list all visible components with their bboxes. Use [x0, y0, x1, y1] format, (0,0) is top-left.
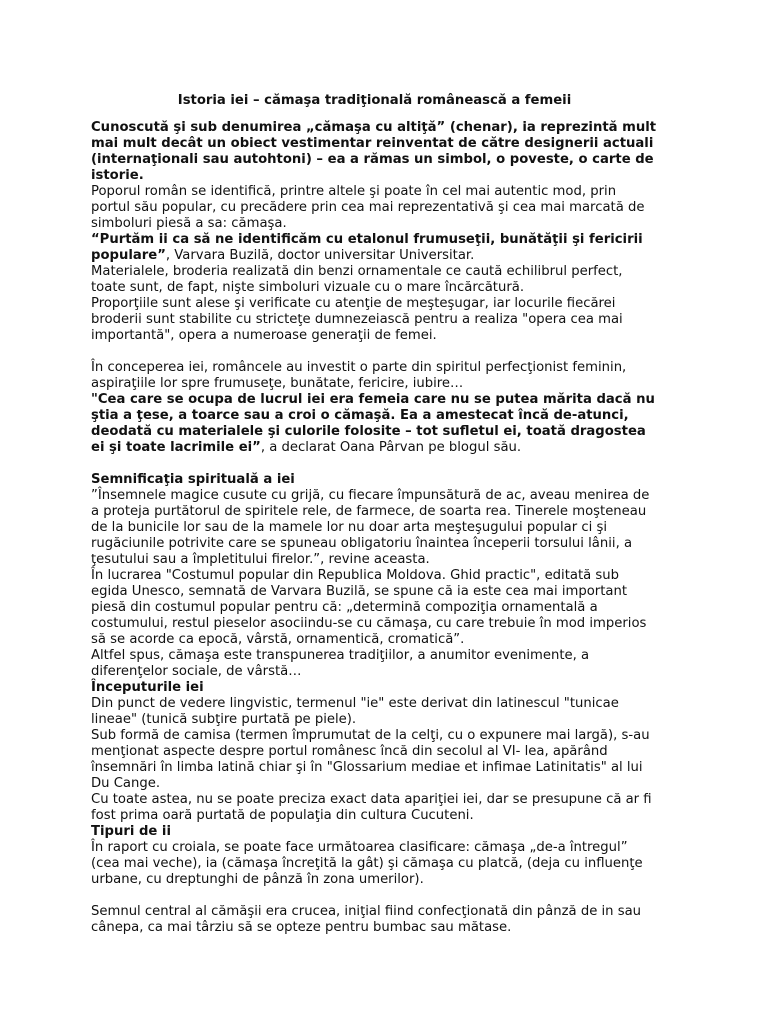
section-heading: Tipuri de ii [91, 824, 171, 839]
section-heading: Începuturile iei [91, 680, 204, 695]
paragraph: ”Însemnele magice cusute cu grijă, cu fiecare împunsătură de ac, aveau menirea de a proteja purtătorul de spiritele rele, de farmece, de soarta rea. Tinerele moşteneau de la bunicile lor sau de la mamele lor nu doar arta meşteşugului popular ci şi rugăciunile potrivite care se spuneau obligatoriu înaintea începerii torsului lânii, a ţesutului sau a împletitului firelor.”, revine aceasta. [91, 488, 650, 567]
paragraph: Altfel spus, cămaşa este transpunerea tradiţiilor, a anumitor evenimente, a diferenţelor sociale, de vârstă… [91, 648, 590, 679]
paragraph: În lucrarea "Costumul popular din Republica Moldova. Ghid practic", editată sub egida Unesco, semnată de Varvara Buzilă, se spune că ia este cea mai important piesă din costumul popular pentru că: „determină compoziţia ornamentală a costumului, restul pieselor asociindu-se cu cămaşa, cu care trebuie în mod imperios să se acorde ca epocă, vârstă, ornamentică, cromatică”. [91, 568, 647, 647]
section-heading: Semnificaţia spirituală a iei [91, 472, 295, 487]
quote-attribution: , Varvara Buzilă, doctor universitar Universitar. [165, 248, 475, 263]
paragraph: Din punct de vedere lingvistic, termenul "ie" este derivat din latinescul "tunicae lineae" (tunică subţire purtată pe piele). [91, 696, 619, 727]
quote-attribution: , a declarat Oana Pârvan pe blogul său. [260, 440, 522, 455]
spacer [91, 344, 658, 360]
document-title: Istoria iei – cămaşa tradiţională românească a femeii [177, 93, 572, 108]
paragraph: În conceperea iei, româncele au investit o parte din spiritul perfecţionist feminin, aspiraţiile lor spre frumuseţe, bunătate, fericire, iubire… [91, 360, 627, 391]
intro-paragraph: Cunoscută şi sub denumirea „cămaşa cu altiţă” (chenar), ia reprezintă mult mai mult decât un obiect vestimentar reinventat de către designerii actuali (internaţionali sau autohtoni) – ea a rămas un simbol, o poveste, o carte de istorie. [91, 120, 657, 183]
quote-paragraph [91, 392, 658, 456]
paragraph: Cu toate astea, nu se poate preciza exact data apariţiei iei, dar se presupune că ar fi fost prima oară purtată de populaţia din cultura Cucuteni. [91, 792, 652, 823]
paragraph: Materialele, broderia realizată din benzi ornamentale ce caută echilibrul perfect, toate sunt, de fapt, nişte simboluri vizuale cu o mare încărcătură. [91, 264, 623, 295]
quote-text: “Purtăm ii ca să ne identificăm cu etalonul frumuseţii, bunătăţii şi fericirii populare” [91, 232, 643, 263]
paragraph: Proporţiile sunt alese şi verificate cu atenţie de meşteşugar, iar locurile fiecărei broderii sunt stabilite cu stricteţe dumnezeiască pentru a realiza "opera cea mai importantă", opera a numeroase generaţii de femei. [91, 296, 623, 343]
paragraph: În raport cu croiala, se poate face următoarea clasificare: cămaşa „de-a întregul” (cea mai veche), ia (cămaşa încreţită la gât) şi cămaşa cu platcă, (deja cu influenţe urbane, cu dreptunghi de pânză în zona umerilor). [91, 840, 643, 887]
paragraph: Poporul român se identifică, printre altele şi poate în cel mai autentic mod, prin portul său popular, cu precădere prin cea mai reprezentativă şi cea mai marcată de simboluri piesă a sa: cămaşa. [91, 184, 645, 231]
spacer [91, 888, 658, 904]
paragraph: Semnul central al cămăşii era crucea, iniţial fiind confecţionată din pânză de in sau cânepa, ca mai târziu să se opteze pentru bumbac sau mătase. [91, 904, 642, 935]
quote-text: "Cea care se ocupa de lucrul iei era femeia care nu se putea mărita dacă nu ştia a ţese, a toarce sau a croi o cămaşă. Ea a amestecat încă de-atunci, deodată cu materialele şi culorile folosite – tot sufletul ei, toată dragostea ei şi toate lacrimile ei” [91, 392, 655, 455]
spacer [91, 456, 658, 472]
quote-paragraph [91, 232, 658, 264]
paragraph: Sub formă de camisa (termen împrumutat de la celţi, cu o expunere mai largă), s-au menţionat aspecte despre portul românesc încă din secolul al VI- lea, apărând însemnări în limba latină chiar şi în "Glossarium mediae et infimae Latinitatis" al lui Du Cange. [91, 728, 650, 791]
